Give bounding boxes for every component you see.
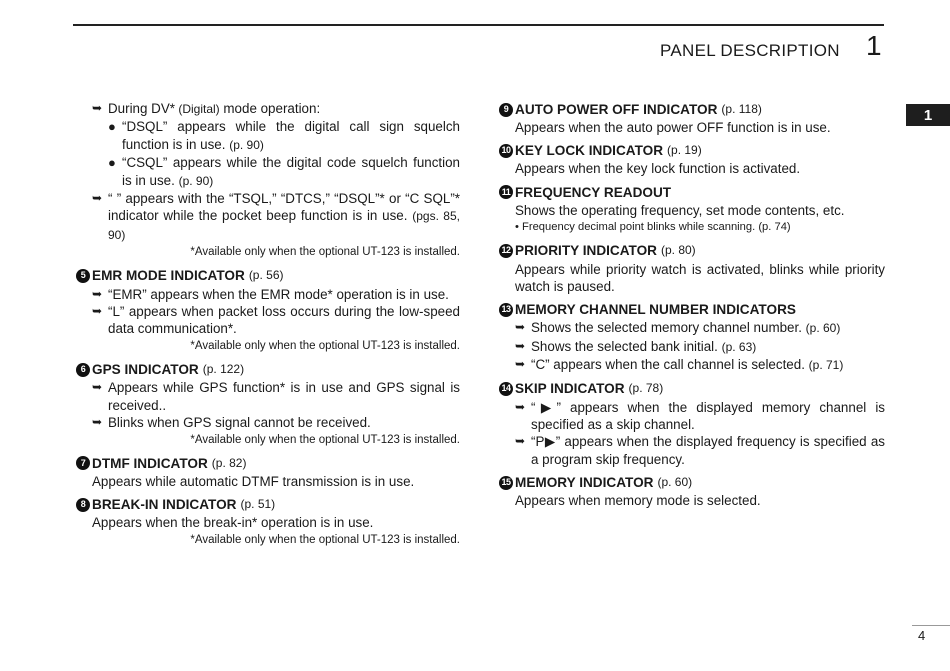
dv-small: (Digital) bbox=[175, 102, 220, 116]
section-skip bbox=[499, 380, 885, 469]
right-column bbox=[499, 100, 885, 515]
page-ref: (p. 118) bbox=[721, 101, 762, 116]
section-title: AUTO POWER OFF INDICATOR bbox=[515, 101, 718, 117]
page-ref: (pgs. 85, 90) bbox=[108, 209, 460, 242]
circled-number: 11 bbox=[499, 185, 513, 199]
list-item: ➥ “EMR” appears when the EMR mode* operation is in use. bbox=[92, 286, 449, 302]
section-title: PRIORITY INDICATOR bbox=[515, 243, 657, 259]
page-ref: (p. 56) bbox=[248, 268, 284, 283]
page-header-title: PANEL DESCRIPTION bbox=[660, 41, 840, 60]
section-emr-mode bbox=[76, 267, 460, 356]
section-title: GPS INDICATOR bbox=[92, 362, 199, 378]
dsql-text: “DSQL” appears while the digital call sign squelch function is in use. bbox=[122, 119, 460, 152]
section-description: Appears when the break-in* operation is in use. bbox=[92, 515, 374, 531]
section-note: • Frequency decimal point blinks while scanning. (p. 74) bbox=[515, 221, 791, 234]
section-break-in bbox=[76, 495, 460, 549]
left-column bbox=[76, 100, 460, 554]
arrow-bullet-icon: ➥ bbox=[515, 399, 526, 414]
page-number: 4 bbox=[918, 628, 926, 643]
arrow-bullet-icon: ➥ bbox=[92, 286, 103, 301]
arrow-bullet-icon: ➥ bbox=[515, 320, 526, 335]
chapter-tab: 1 bbox=[906, 104, 950, 126]
pocket-beep-text: “ ” appears with the “TSQL,” “DTCS,” “DSQL”* or “C SQL”* indicator while the pocket beep function is in use. bbox=[108, 191, 460, 224]
section-dtmf bbox=[76, 454, 460, 490]
section-title: SKIP INDICATOR bbox=[515, 381, 625, 397]
section-description: Appears while automatic DTMF transmission is in use. bbox=[92, 473, 415, 489]
page-number-rule bbox=[912, 625, 950, 626]
section-description: Appears while priority watch is activated, blinks while priority watch is paused. bbox=[515, 261, 885, 295]
section-title: EMR MODE INDICATOR bbox=[92, 268, 245, 284]
circled-number: 13 bbox=[499, 303, 513, 317]
dv-mode-section bbox=[76, 100, 460, 262]
section-auto-power-off bbox=[499, 100, 885, 136]
page-ref: (p. 78) bbox=[628, 381, 664, 396]
filled-dot-icon: ● bbox=[108, 155, 116, 171]
circled-number: 10 bbox=[499, 144, 513, 158]
footnote: *Available only when the optional UT-123 is installed. bbox=[190, 339, 460, 352]
page-ref: (p. 19) bbox=[667, 143, 702, 158]
page-ref: (p. 51) bbox=[240, 497, 276, 512]
section-title: KEY LOCK INDICATOR bbox=[515, 143, 664, 159]
list-item bbox=[76, 100, 460, 118]
page-ref: (p. 60) bbox=[657, 475, 693, 490]
arrow-bullet-icon: ➥ bbox=[92, 101, 103, 115]
footnote: *Available only when the optional UT-123 is installed. bbox=[190, 533, 460, 546]
circled-number: 15 bbox=[499, 476, 513, 490]
list-item bbox=[76, 118, 460, 154]
arrow-bullet-icon: ➥ bbox=[515, 338, 526, 353]
filled-dot-icon: ● bbox=[108, 119, 116, 135]
csql-text: “CSQL” appears while the digital code squelch function is in use. bbox=[122, 155, 460, 188]
page-ref: (p. 60) bbox=[805, 321, 841, 336]
list-item bbox=[76, 154, 460, 190]
page-ref: (p. 71) bbox=[808, 358, 844, 373]
page-ref: (p. 90) bbox=[229, 137, 264, 152]
list-item: ➥ Blinks when GPS signal cannot be received. bbox=[92, 415, 371, 431]
page-ref: (p. 80) bbox=[661, 243, 696, 258]
section-key-lock bbox=[499, 141, 885, 177]
section-title: MEMORY CHANNEL NUMBER INDICATORS bbox=[515, 302, 796, 318]
list-item: ➥ “L” appears when packet loss occurs during the low-speed data communication*. bbox=[92, 304, 460, 337]
section-title: BREAK-IN INDICATOR bbox=[92, 497, 237, 513]
page-ref: (p. 122) bbox=[202, 362, 245, 377]
section-memory bbox=[499, 473, 885, 509]
header-rule bbox=[73, 24, 884, 26]
section-memory-channel-number bbox=[499, 300, 885, 374]
dv-lead: During DV bbox=[108, 101, 170, 116]
circled-number: 5 bbox=[76, 269, 90, 283]
list-item bbox=[76, 190, 460, 244]
circled-number: 7 bbox=[76, 456, 90, 470]
arrow-bullet-icon: ➥ bbox=[92, 415, 103, 430]
arrow-bullet-icon: ➥ bbox=[515, 434, 526, 449]
section-frequency-readout bbox=[499, 183, 885, 237]
page-ref: (p. 63) bbox=[721, 339, 757, 354]
list-item: ➥ Appears while GPS function* is in use and GPS signal is received.. bbox=[92, 380, 460, 413]
arrow-bullet-icon: ➥ bbox=[92, 304, 103, 319]
circled-number: 14 bbox=[499, 382, 513, 396]
list-item: ➥ “P▶” appears when the displayed frequency is specified as a program skip frequency. bbox=[515, 434, 885, 467]
list-item: ➥ “C” appears when the call channel is selected. (p. 71) bbox=[515, 357, 844, 373]
section-description: Appears when memory mode is selected. bbox=[515, 493, 761, 509]
section-priority bbox=[499, 242, 885, 296]
arrow-bullet-icon: ➥ bbox=[515, 357, 526, 372]
section-description: Appears when the key lock function is activated. bbox=[515, 161, 801, 177]
list-item: ➥ Shows the selected bank initial. (p. 63) bbox=[515, 338, 757, 354]
section-description: Appears when the auto power OFF function is in use. bbox=[515, 120, 831, 135]
section-title: DTMF INDICATOR bbox=[92, 455, 208, 471]
list-item: ➥ Shows the selected memory channel number. (p. 60) bbox=[515, 320, 841, 336]
dv-star: * bbox=[169, 101, 175, 116]
circled-number: 9 bbox=[499, 103, 513, 117]
section-gps bbox=[76, 360, 460, 449]
circled-number: 8 bbox=[76, 498, 90, 512]
page-ref: (p. 82) bbox=[211, 455, 247, 470]
section-description: Shows the operating frequency, set mode contents, etc. bbox=[515, 202, 845, 218]
dv-tail: mode operation: bbox=[219, 101, 321, 116]
section-title: MEMORY INDICATOR bbox=[515, 475, 654, 491]
section-title: FREQUENCY READOUT bbox=[515, 184, 672, 200]
arrow-bullet-icon: ➥ bbox=[92, 191, 103, 206]
circled-number: 12 bbox=[499, 244, 513, 258]
footnote: *Available only when the optional UT-123 is installed. bbox=[190, 433, 460, 446]
list-item: ➥ “▶” appears when the displayed memory channel is specified as a skip channel. bbox=[515, 399, 885, 433]
circled-number: 6 bbox=[76, 363, 90, 377]
chapter-number: 1 bbox=[866, 30, 882, 61]
page-ref: (p. 90) bbox=[178, 173, 214, 188]
arrow-bullet-icon: ➥ bbox=[92, 380, 103, 395]
footnote: *Available only when the optional UT-123 is installed. bbox=[190, 246, 460, 259]
